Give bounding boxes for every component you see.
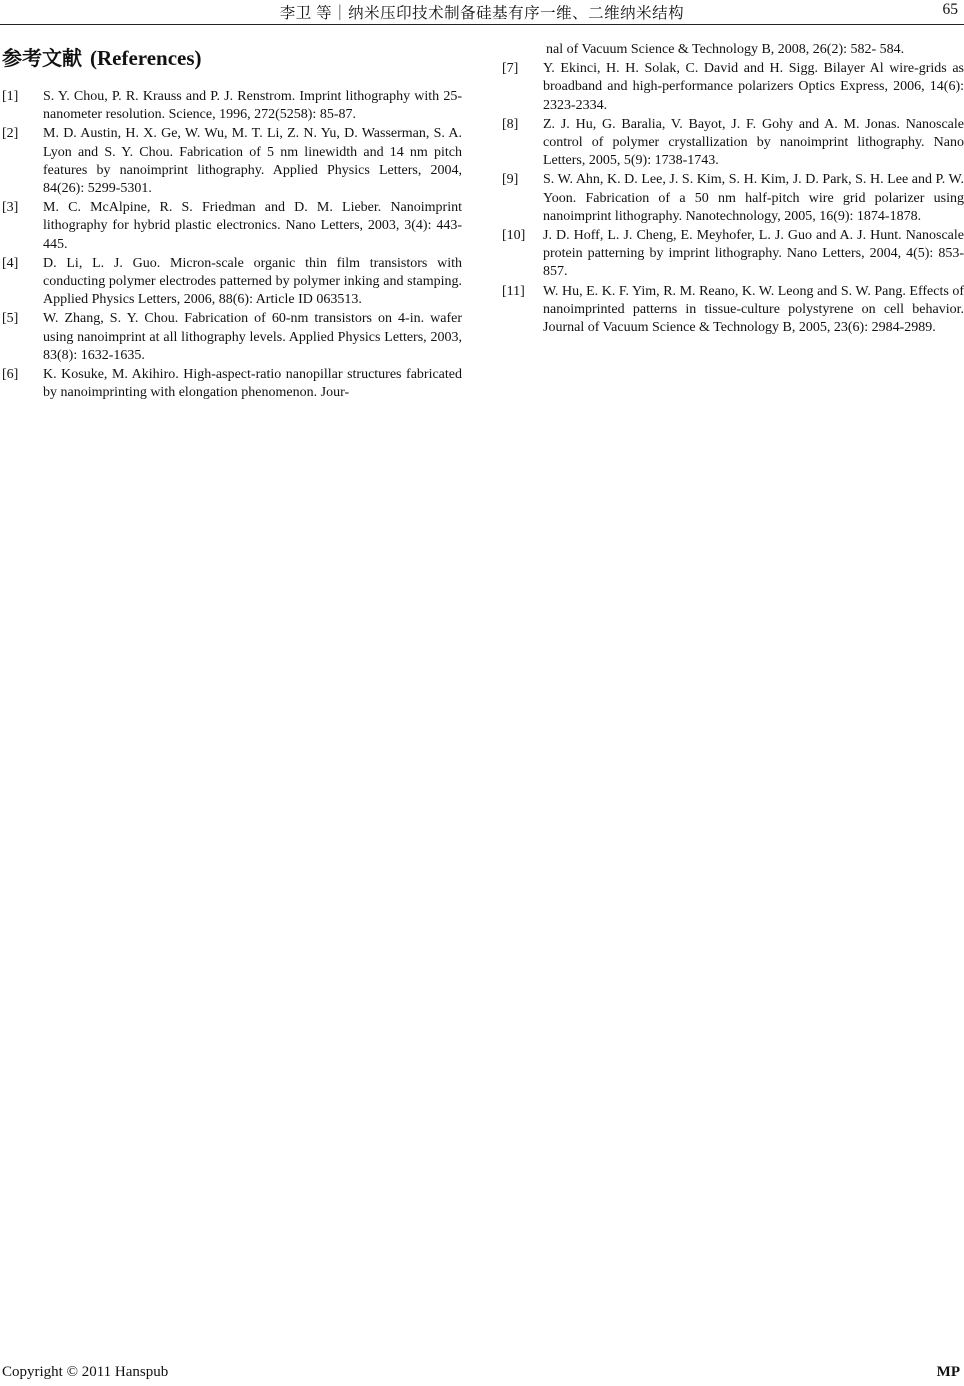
reference-number: [1] — [2, 89, 19, 104]
reference-text: S. W. Ahn, K. D. Lee, J. S. Kim, S. H. Kim, J. D. Park, S. H. Lee and P. W. Yoon. Fabrication of a 50 nm half-pitch wire grid polarizer using nanoimprint lithography. Nanotechnology, 2005, 16(9): 1874-1878. — [543, 172, 964, 224]
reference-number: [8] — [502, 116, 519, 132]
page-number: 65 — [942, 1, 958, 18]
reference-item — [502, 283, 964, 338]
reference-text: K. Kosuke, M. Akihiro. High-aspect-ratio nanopillar structures fabricated by nanoimprinting with elongation phenomenon. Jour- — [43, 367, 462, 401]
reference-number: [9] — [502, 172, 519, 188]
reference-item — [502, 227, 964, 282]
reference-item — [502, 171, 964, 226]
reference-number: [3] — [2, 200, 19, 216]
references-left-column — [2, 88, 462, 403]
reference-text: S. Y. Chou, P. R. Krauss and P. J. Renstrom. Imprint lithography with 25-nanometer resolution. Science, 1996, 272(5258): 85-87. — [43, 89, 462, 123]
reference-text: J. D. Hoff, L. J. Cheng, E. Meyhofer, L. J. Guo and A. J. Hunt. Nanoscale protein patterning by imprint lithography. Nano Letters, 2004, 4(5): 853-857. — [543, 228, 964, 280]
reference-item — [2, 310, 462, 365]
page-header — [0, 0, 964, 25]
reference-text: Y. Ekinci, H. H. Solak, C. David and H. Sigg. Bilayer Al wire-grids as broadband and high-performance polarizers Optics Express, 2006, 14(6): 2323-2334. — [543, 61, 964, 113]
reference-number: [6] — [2, 367, 19, 383]
reference-number: [5] — [2, 311, 19, 327]
reference-text: M. C. McAlpine, R. S. Friedman and D. M. Lieber. Nanoimprint lithography for hybrid plastic electronics. Nano Letters, 2003, 3(4): 443-445. — [43, 200, 462, 252]
references-heading-zh: 参考文献 — [2, 46, 82, 70]
reference-text: W. Hu, E. K. F. Yim, R. M. Reano, K. W. Leong and S. W. Pang. Effects of nanoimprinted patterns in tissue-culture polystyrene on cell behavior. Journal of Vacuum Science & Technology B, 2005, 23(6): 2984-2989. — [543, 283, 964, 336]
reference-item — [2, 199, 462, 254]
reference-item — [502, 116, 964, 171]
journal-code: MP — [936, 1364, 960, 1380]
references-right-column — [502, 41, 964, 338]
reference-number: [10] — [502, 228, 526, 244]
page-footer — [0, 1363, 964, 1385]
reference-number: [7] — [502, 61, 519, 77]
reference-text: Z. J. Hu, G. Baralia, V. Bayot, J. F. Gohy and A. M. Jonas. Nanoscale control of polymer crystallization by nanoimprint lithography. Nano Letters, 2005, 5(9): 1738-1743. — [543, 116, 964, 169]
reference-continuation: nal of Vacuum Science & Technology B, 2008, 26(2): 582- 584. — [546, 42, 905, 57]
reference-text: D. Li, L. J. Guo. Micron-scale organic thin film transistors with conducting polymer electrodes patterned by polymer inking and stamping. Applied Physics Letters, 2006, 88(6): Article ID 063513. — [43, 255, 462, 308]
reference-item — [2, 255, 462, 310]
reference-number: [2] — [2, 126, 19, 142]
reference-text: W. Zhang, S. Y. Chou. Fabrication of 60-nm transistors on 4-in. wafer using nanoimprint at all lithography levels. Applied Physics Letters, 2003, 83(8): 1632-1635. — [43, 311, 462, 363]
running-title: 李卫 等｜纳米压印技术制备硅基有序一维、二维纳米结构 — [279, 5, 685, 22]
reference-item — [2, 366, 462, 402]
reference-item — [2, 125, 462, 198]
reference-text: M. D. Austin, H. X. Ge, W. Wu, M. T. Li, Z. N. Yu, D. Wasserman, S. A. Lyon and S. Y. Chou. Fabrication of 5 nm linewidth and 14 nm pitch features by nanoimprint lithography. Applied Physics Letters, 2004, 84(26): 5299-5301. — [43, 126, 462, 197]
reference-item — [502, 60, 964, 115]
references-heading — [2, 42, 202, 71]
references-heading-en: (References) — [90, 46, 202, 70]
reference-number: [11] — [502, 283, 525, 299]
reference-number: [4] — [2, 255, 19, 271]
copyright-notice: Copyright © 2011 Hanspub — [2, 1364, 169, 1380]
reference-item — [2, 88, 462, 124]
